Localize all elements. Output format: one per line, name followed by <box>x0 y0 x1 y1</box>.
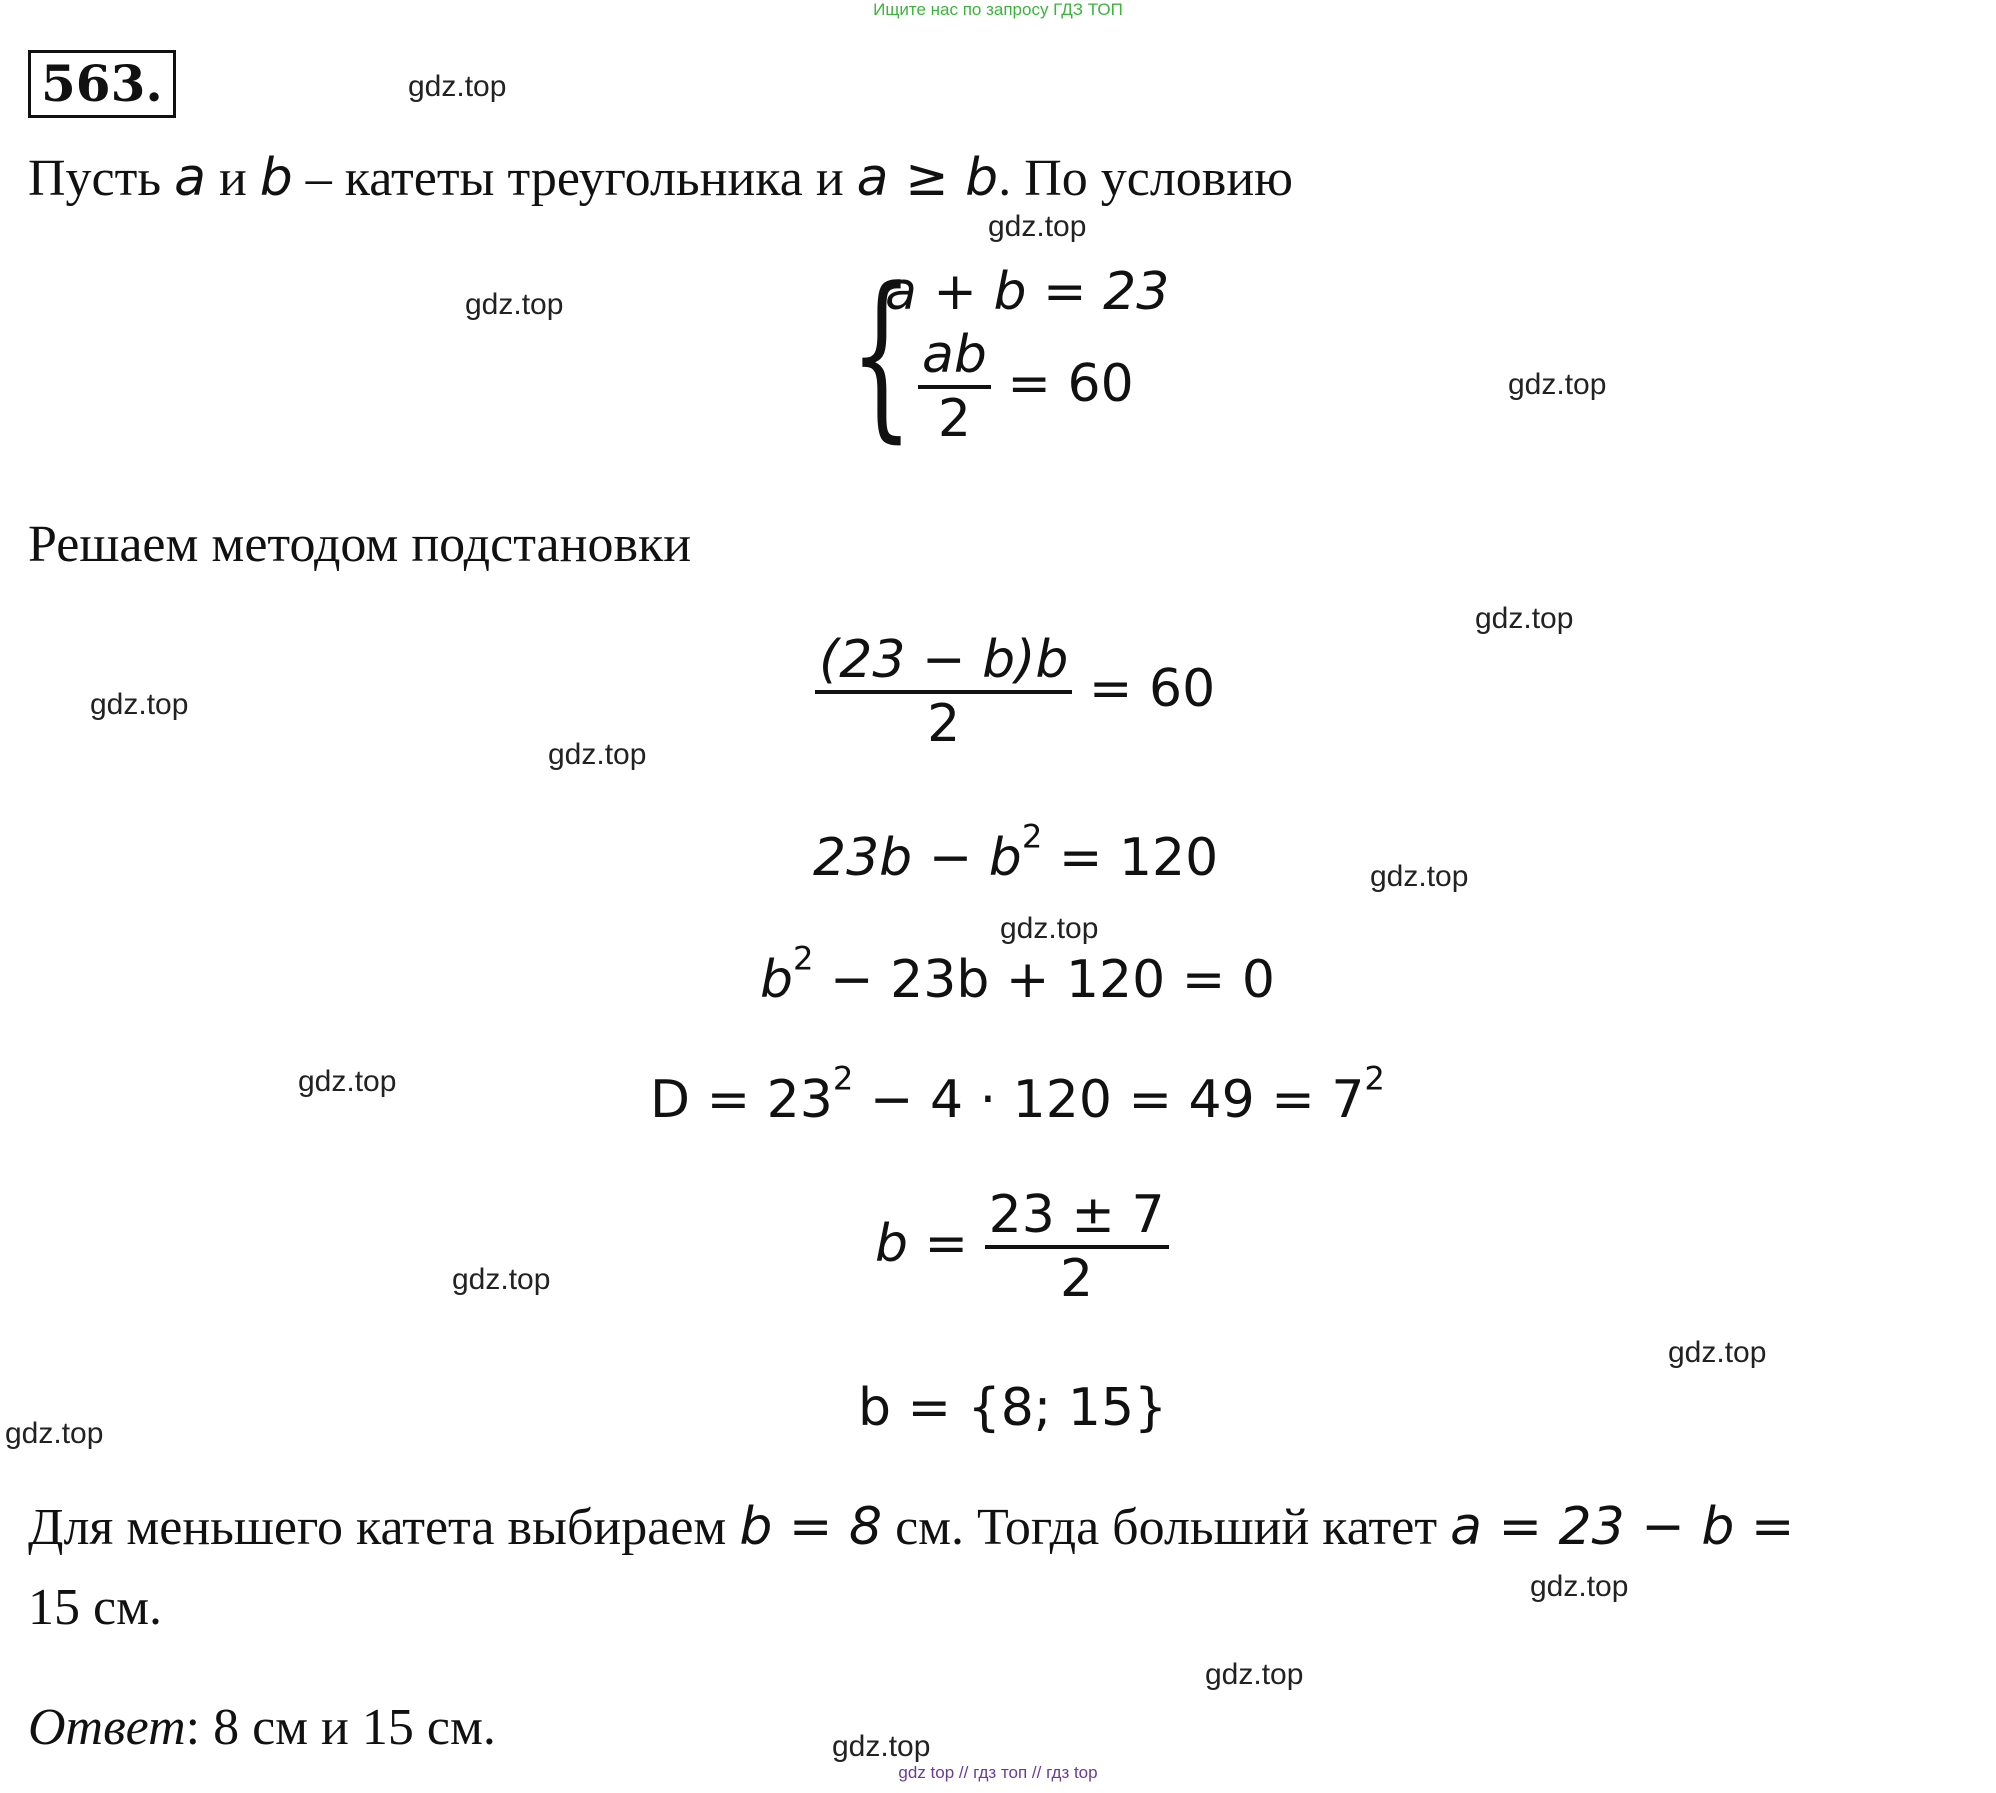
answer-line <box>28 1698 496 1757</box>
watermark: gdz.top <box>408 70 507 103</box>
intro-text-1: Пусть <box>28 150 175 207</box>
step3-exponent: 2 <box>793 939 814 978</box>
site-banner: Ищите нас по запросу ГДЗ ТОП <box>873 0 1123 19</box>
conclusion-line1 <box>28 1497 1794 1557</box>
answer-label: Ответ <box>28 1699 186 1756</box>
system-eq1: a + b = 23 <box>885 262 1170 322</box>
discriminant-exp2: 2 <box>1364 1059 1385 1098</box>
watermark: gdz.top <box>1530 1570 1629 1603</box>
step2-equation <box>813 817 1219 888</box>
var-a: a <box>174 148 206 208</box>
roots-formula <box>875 1185 1169 1309</box>
watermark: gdz.top <box>1000 912 1099 945</box>
watermark: gdz.top <box>298 1065 397 1098</box>
fraction-denominator: 2 <box>918 385 991 449</box>
method-line: Решаем методом подстановки <box>28 516 692 573</box>
watermark: gdz.top <box>548 738 647 771</box>
step1-numerator: (23 − b)b <box>819 630 1069 690</box>
step1-rhs: = 60 <box>1088 659 1216 719</box>
step1-denominator: 2 <box>815 690 1072 754</box>
roots-set: b = {8; 15} <box>858 1378 1168 1438</box>
problem-number: 563. <box>28 50 176 118</box>
roots-lhs: b = <box>875 1214 969 1274</box>
step3-var: b <box>760 950 794 1010</box>
site-footer: gdz top // гдз топ // гдз top <box>898 1763 1098 1782</box>
watermark: gdz.top <box>5 1417 104 1450</box>
watermark: gdz.top <box>988 210 1087 243</box>
fraction-numerator: ab <box>922 325 987 385</box>
system-eq2 <box>918 325 1134 449</box>
var-b: b <box>259 148 293 208</box>
step2-exponent: 2 <box>1021 817 1043 856</box>
system-eq2-rhs: = 60 <box>1007 354 1134 414</box>
conclusion-text-2: см. Тогда больший катет <box>882 1499 1451 1556</box>
discriminant-lhs: D = 23 <box>650 1070 833 1130</box>
roots-fraction <box>985 1185 1169 1309</box>
discriminant-exp1: 2 <box>832 1059 854 1098</box>
condition-expr: a ≥ b <box>856 148 999 208</box>
roots-denominator: 2 <box>985 1245 1169 1309</box>
watermark: gdz.top <box>1370 860 1469 893</box>
conclusion-text-1: Для меньшего катета выбираем <box>28 1499 740 1556</box>
intro-text-2: и <box>205 150 260 207</box>
watermark: gdz.top <box>832 1730 931 1763</box>
step1-fraction <box>815 630 1072 754</box>
intro-text-3: – катеты треугольника и <box>292 150 857 207</box>
intro-line <box>28 148 1293 208</box>
step1-equation <box>815 630 1215 754</box>
system-fraction <box>918 325 991 449</box>
step2-rhs: = 120 <box>1042 828 1219 888</box>
roots-numerator: 23 ± 7 <box>988 1185 1165 1245</box>
step2-lhs: 23b − b <box>813 828 1022 888</box>
watermark: gdz.top <box>465 288 564 321</box>
conclusion-eq2: a = 23 − b = <box>1450 1497 1795 1557</box>
step3-rest: − 23b + 120 = 0 <box>813 950 1275 1010</box>
step3-equation <box>760 939 1275 1010</box>
watermark: gdz.top <box>90 688 189 721</box>
system-brace: { <box>850 250 913 459</box>
intro-text-4: . По условию <box>998 150 1293 207</box>
conclusion-line2: 15 см. <box>28 1579 162 1636</box>
conclusion-eq1: b = 8 <box>739 1497 883 1557</box>
answer-text: : 8 см и 15 см. <box>185 1699 496 1756</box>
discriminant-equation <box>650 1059 1385 1130</box>
discriminant-mid: − 4 · 120 = 49 = 7 <box>853 1070 1365 1130</box>
watermark: gdz.top <box>1668 1336 1767 1369</box>
watermark: gdz.top <box>1475 602 1574 635</box>
watermark: gdz.top <box>452 1263 551 1296</box>
watermark: gdz.top <box>1508 368 1607 401</box>
watermark: gdz.top <box>1205 1658 1304 1691</box>
